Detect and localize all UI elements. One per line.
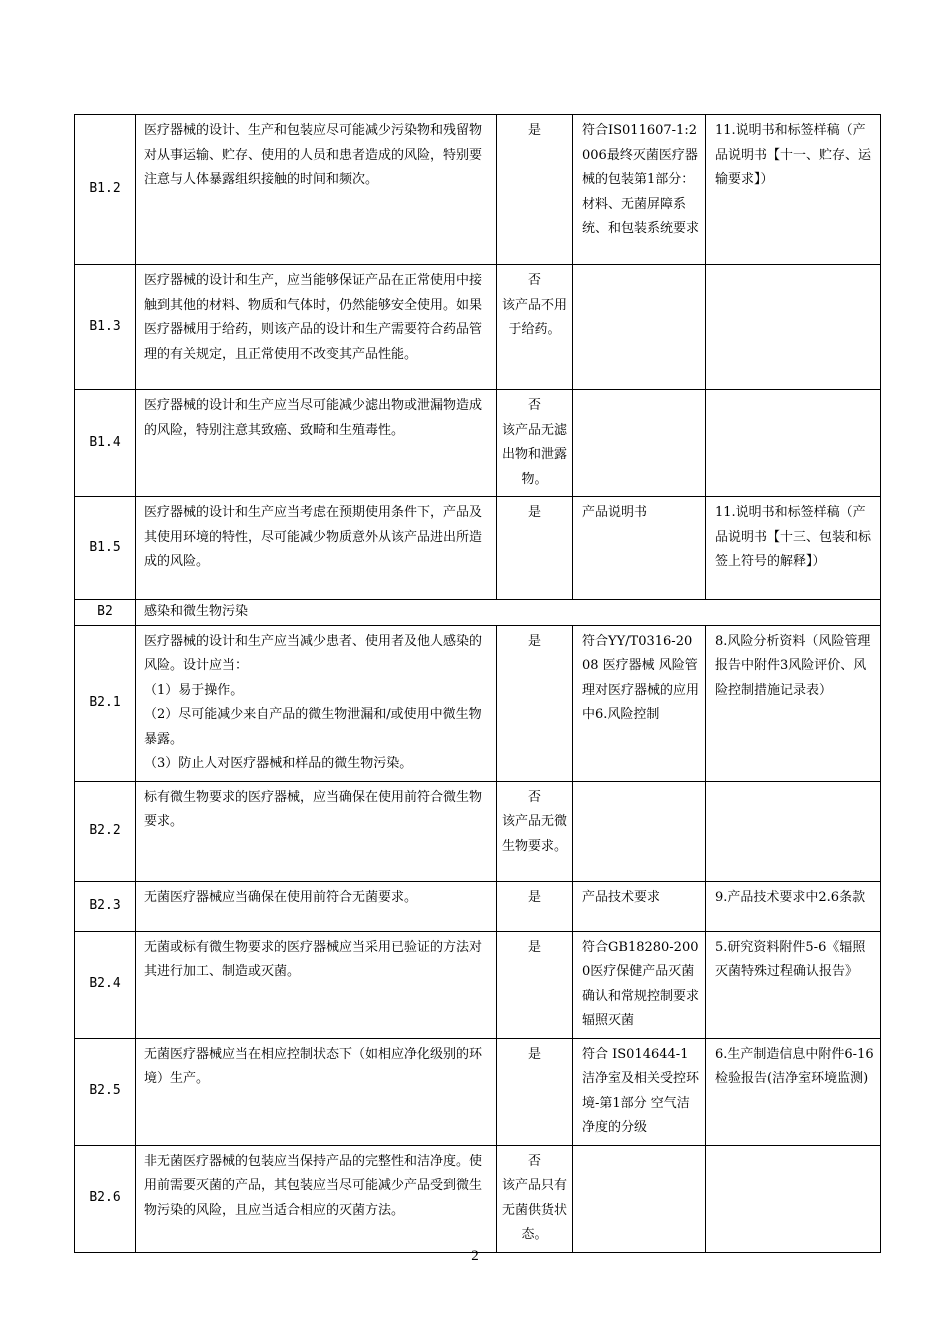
table-row: [75, 390, 881, 497]
method-standard: 符合IS011607-1:2006最终灭菌医疗器械的包装第1部分：材料、无菌屏障系统、和包装系统要求: [573, 115, 706, 265]
method-standard: 产品说明书: [573, 497, 706, 600]
evidence-reference: [706, 265, 881, 390]
requirement-text: [136, 625, 497, 781]
method-standard: [573, 781, 706, 881]
table-row: [75, 625, 881, 781]
requirement-line: 无菌医疗器械应当在相应控制状态下（如相应净化级别的环境）生产。: [144, 1046, 483, 1086]
table-row: [75, 497, 881, 600]
requirement-line: （1）易于操作。: [144, 682, 244, 698]
clause-id: B2.3: [75, 881, 136, 931]
requirements-table: [74, 114, 881, 1253]
evidence-reference: 5.研究资料附件5-6《辐照灭菌特殊过程确认报告》: [706, 931, 881, 1038]
table-row: [75, 781, 881, 881]
method-standard: [573, 390, 706, 497]
section-title: 感染和微生物污染: [136, 600, 881, 626]
table-row: [75, 115, 881, 265]
table-row: [75, 265, 881, 390]
table-row: [75, 1038, 881, 1145]
evidence-reference: [706, 390, 881, 497]
evidence-reference: 11.说明书和标签样稿（产品说明书【十三、包装和标签上符号的解释】）: [706, 497, 881, 600]
requirement-line: 非无菌医疗器械的包装应当保持产品的完整性和洁净度。使用前需要灭菌的产品，其包装应当尽可能减少产品受到微生物污染的风险，且应当适合相应的灭菌方法。: [144, 1153, 483, 1218]
requirement-text: [136, 265, 497, 390]
clause-id: B1.3: [75, 265, 136, 390]
method-standard: 符合YY/T0316-2008 医疗器械 风险管理对医疗器械的应用中6.风险控制: [573, 625, 706, 781]
applicability: 是: [497, 625, 573, 781]
method-standard: [573, 1145, 706, 1252]
table-row: [75, 931, 881, 1038]
requirement-line: 无菌或标有微生物要求的医疗器械应当采用已验证的方法对其进行加工、制造或灭菌。: [144, 939, 483, 979]
requirement-text: [136, 881, 497, 931]
requirement-text: [136, 497, 497, 600]
requirement-line: 无菌医疗器械应当确保在使用前符合无菌要求。: [144, 889, 418, 905]
method-standard: 产品技术要求: [573, 881, 706, 931]
requirement-line: 医疗器械的设计和生产应当考虑在预期使用条件下，产品及其使用环境的特性，尽可能减少物质意外从该产品进出所造成的风险。: [144, 505, 483, 569]
evidence-reference: [706, 1145, 881, 1252]
requirement-line: 医疗器械的设计、生产和包装应尽可能减少污染物和残留物对从事运输、贮存、使用的人员和患者造成的风险，特别要注意与人体暴露组织接触的时间和频次。: [144, 123, 483, 187]
requirement-text: [136, 931, 497, 1038]
table-row: [75, 881, 881, 931]
requirement-line: （3）防止人对医疗器械和样品的微生物污染。: [144, 756, 413, 771]
clause-id: B2.5: [75, 1038, 136, 1145]
applicability: 是: [497, 931, 573, 1038]
evidence-reference: 11.说明书和标签样稿（产品说明书【十一、贮存、运输要求】）: [706, 115, 881, 265]
clause-id: B2: [75, 600, 136, 626]
applicability: 是: [497, 1038, 573, 1145]
evidence-reference: 9.产品技术要求中2.6条款: [706, 881, 881, 931]
method-standard: 符合 IS014644-1洁净室及相关受控环境-第1部分 空气洁净度的分级: [573, 1038, 706, 1145]
applicability: 否 该产品只有无菌供货状态。: [497, 1145, 573, 1252]
clause-id: B2.2: [75, 781, 136, 881]
applicability: 是: [497, 497, 573, 600]
requirement-text: [136, 390, 497, 497]
requirement-text: [136, 1038, 497, 1145]
requirement-text: [136, 1145, 497, 1252]
evidence-reference: [706, 781, 881, 881]
method-standard: [573, 265, 706, 390]
clause-id: B1.4: [75, 390, 136, 497]
requirement-line: 标有微生物要求的医疗器械，应当确保在使用前符合微生物要求。: [144, 789, 483, 829]
clause-id: B2.4: [75, 931, 136, 1038]
applicability: 否 该产品不用于给药。: [497, 265, 573, 390]
evidence-reference: 6.生产制造信息中附件6-16检验报告(洁净室环境监测): [706, 1038, 881, 1145]
requirements-table-body: [75, 115, 881, 1253]
applicability: 否 该产品无微生物要求。: [497, 781, 573, 881]
requirement-line: 医疗器械的设计和生产应当减少患者、使用者及他人感染的风险。设计应当：: [144, 633, 483, 673]
section-row: [75, 600, 881, 626]
requirement-text: [136, 115, 497, 265]
clause-id: B2.1: [75, 625, 136, 781]
page-number: 2: [471, 1248, 479, 1264]
clause-id: B1.5: [75, 497, 136, 600]
clause-id: B2.6: [75, 1145, 136, 1252]
method-standard: 符合GB18280-2000医疗保健产品灭菌确认和常规控制要求 辐照灭菌: [573, 931, 706, 1038]
evidence-reference: 8.风险分析资料（风险管理报告中附件3风险评价、风险控制措施记录表）: [706, 625, 881, 781]
applicability: 是: [497, 881, 573, 931]
requirement-line: 医疗器械的设计和生产应当尽可能减少滤出物或泄漏物造成的风险，特别注意其致癌、致畸和生殖毒性。: [144, 398, 483, 438]
requirement-line: 医疗器械的设计和生产，应当能够保证产品在正常使用中接触到其他的材料、物质和气体时，仍然能够安全使用。如果医疗器械用于给药，则该产品的设计和生产需要符合药品管理的有关规定，且正常使用不改变其产品性能。: [144, 273, 483, 362]
applicability: 是: [497, 115, 573, 265]
requirement-text: [136, 781, 497, 881]
table-row: [75, 1145, 881, 1252]
requirement-line: （2）尽可能减少来自产品的微生物泄漏和/或使用中微生物暴露。: [144, 707, 482, 747]
applicability: 否 该产品无滤出物和泄露物。: [497, 390, 573, 497]
clause-id: B1.2: [75, 115, 136, 265]
